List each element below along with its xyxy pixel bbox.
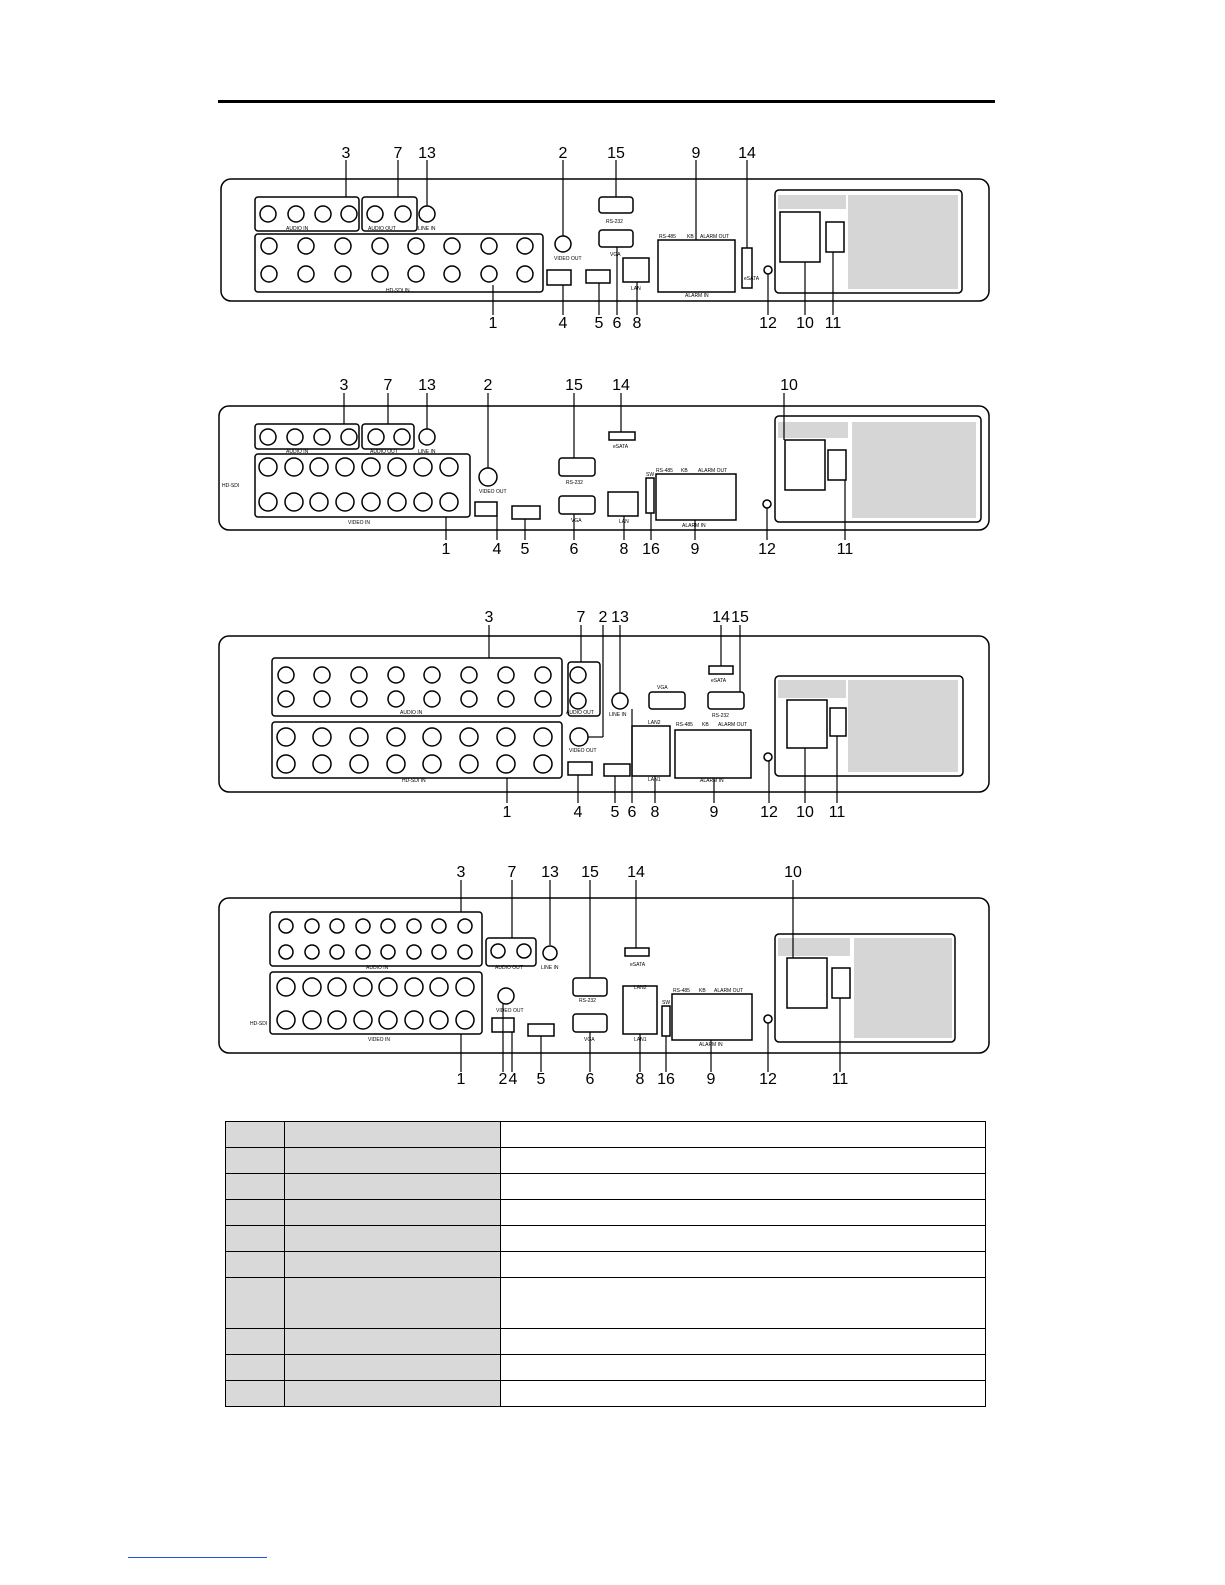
audio-out-label: AUDIO OUT: [368, 226, 396, 232]
table-cell-desc: [501, 1381, 986, 1407]
table-row: [226, 1355, 986, 1381]
callout-14: 14: [738, 145, 756, 162]
table-cell-desc: [501, 1200, 986, 1226]
table-cell-no: [226, 1200, 285, 1226]
callout-3: 3: [341, 145, 351, 162]
table-cell-desc: [501, 1148, 986, 1174]
kb-label: KB: [699, 988, 706, 994]
table-cell-desc: [501, 1252, 986, 1278]
callout-8: 8: [619, 541, 629, 558]
callout-7: 7: [507, 864, 517, 881]
lan1-label: LAN1: [648, 777, 661, 783]
rs485-label: RS-485: [656, 468, 673, 474]
callout-2: 2: [483, 377, 493, 394]
alarm-in-label: ALARM IN: [685, 293, 709, 299]
callout-9: 9: [690, 541, 700, 558]
table-cell-name: [285, 1148, 501, 1174]
callout-11: 11: [828, 804, 846, 821]
table-cell-name: [285, 1381, 501, 1407]
table-row: [226, 1148, 986, 1174]
callout-12: 12: [759, 315, 777, 332]
video-in-label: HD-SDI IN: [402, 778, 426, 784]
rs485-label: RS-485: [673, 988, 690, 994]
callout-8: 8: [632, 315, 642, 332]
callout-7: 7: [393, 145, 403, 162]
callout-14: 14: [712, 609, 730, 626]
callout-5: 5: [594, 315, 604, 332]
callout-1: 1: [456, 1071, 466, 1088]
alarm-in-label: ALARM IN: [700, 778, 724, 784]
callout-8: 8: [635, 1071, 645, 1088]
vga-label: VGA: [610, 252, 621, 258]
line-in-label: LINE IN: [609, 712, 627, 718]
hdsdi-label: HD-SDI: [250, 1021, 268, 1027]
vga-label: VGA: [584, 1037, 595, 1043]
sw-label: SW: [662, 1000, 671, 1006]
callout-5: 5: [610, 804, 620, 821]
callout-5: 5: [520, 541, 530, 558]
table-cell-desc: [501, 1278, 986, 1329]
table-cell-name: [285, 1200, 501, 1226]
callout-16: 16: [642, 541, 660, 558]
callout-15: 15: [565, 377, 583, 394]
lan2-label: LAN2: [648, 720, 661, 726]
table-cell-no: [226, 1148, 285, 1174]
rs232-label: RS-232: [606, 219, 623, 225]
callout-3: 3: [456, 864, 466, 881]
callout-11: 11: [836, 541, 854, 558]
callout-16: 16: [657, 1071, 675, 1088]
callout-6: 6: [569, 541, 579, 558]
footer-link-underline[interactable]: [128, 1557, 267, 1558]
table-row: [226, 1381, 986, 1407]
audio-in-label: AUDIO IN: [286, 449, 309, 455]
callout-6: 6: [612, 315, 622, 332]
callout-15: 15: [731, 609, 749, 626]
table-cell-name: [285, 1329, 501, 1355]
callout-15: 15: [581, 864, 599, 881]
table-cell-no: [226, 1252, 285, 1278]
lan2-label: LAN2: [634, 985, 647, 991]
esata-label: eSATA: [630, 962, 646, 968]
audio-in-label: AUDIO IN: [400, 710, 423, 716]
table-cell-no: [226, 1278, 285, 1329]
video-out-label: VIDEO OUT: [569, 748, 597, 754]
callout-1: 1: [441, 541, 451, 558]
video-in-label: HD-SDI IN: [386, 288, 410, 294]
table-cell-name: [285, 1355, 501, 1381]
table-row: [226, 1226, 986, 1252]
callout-15: 15: [607, 145, 625, 162]
rs485-label: RS-485: [676, 722, 693, 728]
table-cell-name: [285, 1174, 501, 1200]
audio-in-label: AUDIO IN: [366, 965, 389, 971]
callout-3: 3: [484, 609, 494, 626]
vga-label: VGA: [571, 518, 582, 524]
video-in-label: VIDEO IN: [368, 1037, 390, 1043]
video-in-label: VIDEO IN: [348, 520, 370, 526]
table-cell-no: [226, 1355, 285, 1381]
callout-2: 2: [498, 1071, 508, 1088]
lan1-label: LAN1: [634, 1037, 647, 1043]
kb-label: KB: [687, 234, 694, 240]
alarm-out-label: ALARM OUT: [718, 722, 748, 728]
callout-3: 3: [339, 377, 349, 394]
esata-label: eSATA: [744, 276, 760, 282]
callout-14: 14: [612, 377, 630, 394]
callout-10: 10: [796, 315, 814, 332]
table-row: [226, 1329, 986, 1355]
callout-11: 11: [824, 315, 842, 332]
callout-1: 1: [502, 804, 512, 821]
kb-label: KB: [702, 722, 709, 728]
table-cell-name: [285, 1122, 501, 1148]
esata-label: eSATA: [711, 678, 727, 684]
rs232-label: RS-232: [712, 713, 729, 719]
callout-10: 10: [780, 377, 798, 394]
callout-6: 6: [627, 804, 637, 821]
table-cell-name: [285, 1278, 501, 1329]
table-cell-no: [226, 1122, 285, 1148]
callout-14: 14: [627, 864, 645, 881]
rs485-label: RS-485: [659, 234, 676, 240]
callout-10: 10: [784, 864, 802, 881]
callout-6: 6: [585, 1071, 595, 1088]
callout-13: 13: [418, 377, 436, 394]
alarm-out-label: ALARM OUT: [714, 988, 744, 994]
table-cell-desc: [501, 1329, 986, 1355]
video-out-label: VIDEO OUT: [554, 256, 582, 262]
video-out-label: VIDEO OUT: [496, 1008, 524, 1014]
vga-label: VGA: [657, 685, 668, 691]
callout-4: 4: [508, 1071, 518, 1088]
table-cell-no: [226, 1226, 285, 1252]
callout-5: 5: [536, 1071, 546, 1088]
callout-9: 9: [691, 145, 701, 162]
video-out-label: VIDEO OUT: [479, 489, 507, 495]
lan-label: LAN: [631, 286, 641, 292]
alarm-in-label: ALARM IN: [682, 523, 706, 529]
sw-label: SW: [646, 472, 655, 478]
callout-4: 4: [573, 804, 583, 821]
callout-9: 9: [706, 1071, 716, 1088]
audio-out-label: AUDIO OUT: [566, 710, 594, 716]
callout-2: 2: [598, 609, 608, 626]
table-row: [226, 1122, 986, 1148]
line-in-label: LINE IN: [418, 449, 436, 455]
table-row: [226, 1200, 986, 1226]
callout-8: 8: [650, 804, 660, 821]
alarm-out-label: ALARM OUT: [698, 468, 728, 474]
callout-4: 4: [558, 315, 568, 332]
table-row: [226, 1278, 986, 1329]
kb-label: KB: [681, 468, 688, 474]
esata-label: eSATA: [613, 444, 629, 450]
interface-table: [225, 1121, 986, 1407]
callout-13: 13: [418, 145, 436, 162]
audio-out-label: AUDIO OUT: [495, 965, 523, 971]
callout-1: 1: [488, 315, 498, 332]
table-row: [226, 1174, 986, 1200]
alarm-in-label: ALARM IN: [699, 1042, 723, 1048]
hdsdi-label: HD-SDI: [222, 483, 240, 489]
table-cell-desc: [501, 1174, 986, 1200]
lan-label: LAN: [619, 519, 629, 525]
line-in-label: LINE IN: [541, 965, 559, 971]
table-cell-desc: [501, 1122, 986, 1148]
line-in-label: LINE IN: [418, 226, 436, 232]
callout-9: 9: [709, 804, 719, 821]
callout-13: 13: [611, 609, 629, 626]
callout-12: 12: [758, 541, 776, 558]
callout-13: 13: [541, 864, 559, 881]
callout-12: 12: [760, 804, 778, 821]
table-cell-no: [226, 1174, 285, 1200]
table-cell-name: [285, 1252, 501, 1278]
callout-11: 11: [831, 1071, 849, 1088]
rs232-label: RS-232: [579, 998, 596, 1004]
callout-4: 4: [492, 541, 502, 558]
alarm-out-label: ALARM OUT: [700, 234, 730, 240]
table-cell-desc: [501, 1355, 986, 1381]
table-cell-no: [226, 1381, 285, 1407]
table-cell-desc: [501, 1226, 986, 1252]
audio-in-label: AUDIO IN: [286, 226, 309, 232]
table-cell-no: [226, 1329, 285, 1355]
callout-10: 10: [796, 804, 814, 821]
callout-12: 12: [759, 1071, 777, 1088]
callout-7: 7: [383, 377, 393, 394]
table-cell-name: [285, 1226, 501, 1252]
rs232-label: RS-232: [566, 480, 583, 486]
table-row: [226, 1252, 986, 1278]
callout-2: 2: [558, 145, 568, 162]
audio-out-label: AUDIO OUT: [370, 449, 398, 455]
callout-7: 7: [576, 609, 586, 626]
